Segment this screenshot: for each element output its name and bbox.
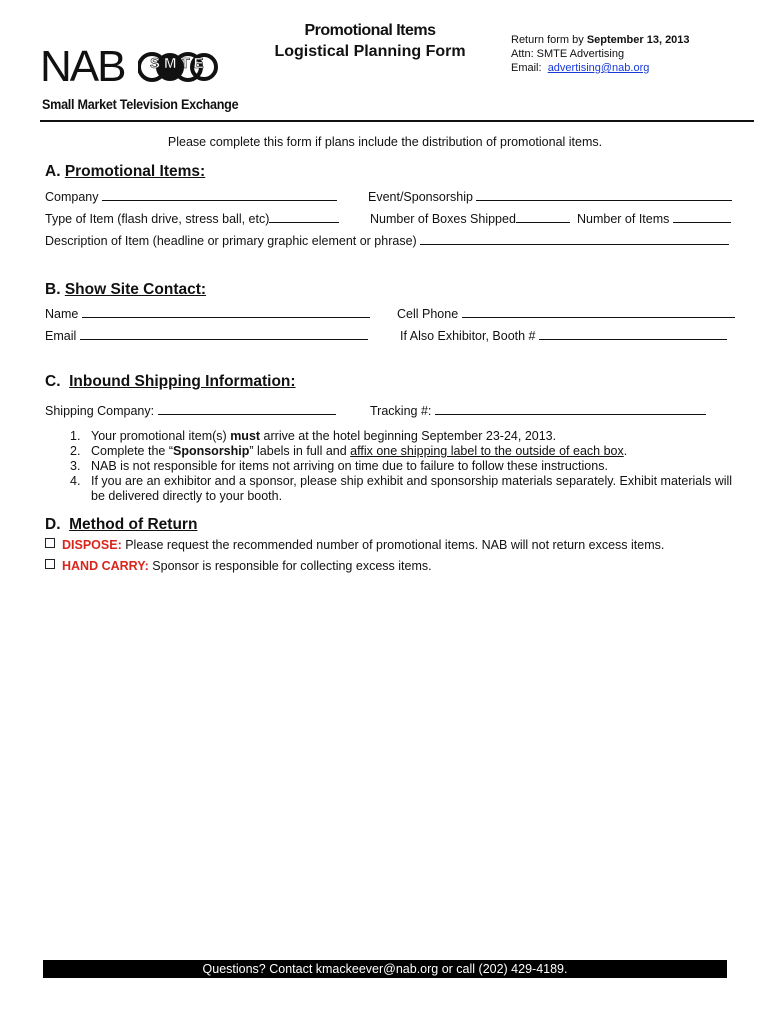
boxes-field[interactable]: Number of Boxes Shipped [370,209,570,226]
attn-line: Attn: SMTE Advertising [511,48,625,60]
form-title [255,22,485,61]
dispose-option[interactable]: DISPOSE: Please request the recommended number of promotional items. NAB will not return excess items. [45,538,664,552]
email-field[interactable]: Email [45,326,368,343]
booth-field[interactable]: If Also Exhibitor, Booth # [400,326,727,343]
dispose-checkbox[interactable] [45,538,55,548]
title-line-1: Promotional Items [304,22,436,39]
hand-carry-option[interactable]: HAND CARRY: Sponsor is responsible for collecting excess items. [45,559,432,573]
list-item: 2. Complete the “Sponsorship” labels in full and affix one shipping label to the outside of each box. [70,444,628,458]
email-line: Email: advertising@nab.org [511,62,650,74]
header-rule [40,120,754,122]
shipping-company-field[interactable]: Shipping Company: [45,401,336,418]
items-field[interactable]: Number of Items [577,209,731,226]
nab-smte-logo [40,40,239,116]
company-field[interactable]: Company [45,187,337,204]
type-field[interactable]: Type of Item (flash drive, stress ball, etc) [45,209,339,226]
return-by: Return form by September 13, 2013 [511,34,690,46]
section-c-heading: C. Inbound Shipping Information: [45,373,296,390]
section-d-heading: D. Method of Return [45,516,198,533]
section-a-heading: A. Promotional Items: [45,163,206,180]
email-link[interactable]: advertising@nab.org [547,62,650,74]
footer-bar [43,960,727,978]
cell-phone-field[interactable]: Cell Phone [397,304,735,321]
return-info [511,33,690,75]
description-field[interactable]: Description of Item (headline or primary graphic element or phrase) [45,231,729,248]
list-item: 1. Your promotional item(s) must arrive at the hotel beginning September 23-24, 2013. [70,429,557,443]
logo-smte-text: SMTE [150,55,208,72]
hand-carry-checkbox[interactable] [45,559,55,569]
tracking-field[interactable]: Tracking #: [370,401,706,418]
footer-text: Questions? Contact kmackeever@nab.org or call (202) 429-4189. [202,962,568,976]
name-field[interactable]: Name [45,304,370,321]
intro-text: Please complete this form if plans include the distribution of promotional items. [167,135,603,149]
logo-nab-text: NAB [40,42,125,91]
section-b-heading: B. Show Site Contact: [45,281,207,298]
list-item: 3. NAB is not responsible for items not arriving on time due to failure to follow these instructions. [70,459,608,473]
event-field[interactable]: Event/Sponsorship [368,187,732,204]
list-item: 4. If you are an exhibitor and a sponsor, please ship exhibit and sponsorship materials separately. Exhibit materials will be delivered directly to your booth. [70,474,733,503]
shipping-instructions [45,429,735,504]
title-line-2: Logistical Planning Form [274,43,466,60]
logo-tagline: Small Market Television Exchange [42,96,239,112]
